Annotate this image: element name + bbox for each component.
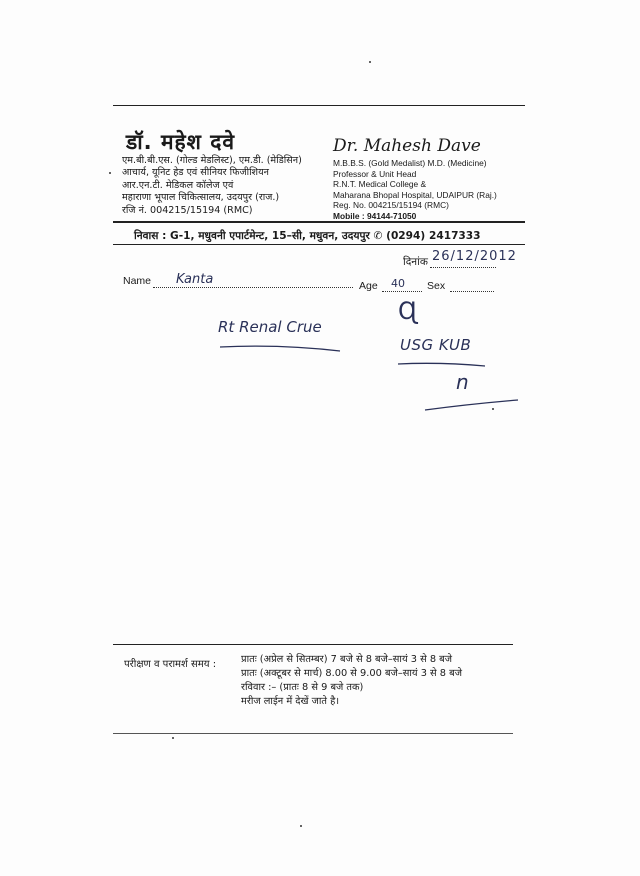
timing-label: परीक्षण व परामर्श समय :: [124, 659, 217, 670]
scan-speck: [172, 737, 174, 739]
timing-line: प्रातः (अप्रेल से सितम्बर) 7 बजे से 8 बजे–सायं 3 से 8 बजे: [241, 654, 453, 665]
mobile-number: Mobile : 94144-71050: [333, 210, 417, 221]
timing-line: रविवार :– (प्रातः 8 से 9 बजे तक): [241, 682, 364, 693]
qualification-line-hindi: महाराणा भूपाल चिकित्सालय, उदयपुर (राज.): [122, 192, 280, 204]
bottom-border-line: [113, 733, 513, 734]
qualification-line-english: Maharana Bhopal Hospital, UDAIPUR (Raj.): [333, 189, 497, 200]
scan-speck: [369, 61, 371, 63]
age-handwritten: 40: [391, 277, 405, 290]
name-label: Name: [123, 275, 152, 287]
qualification-line-hindi: एम.बी.बी.एस. (गोल्ड मेडलिस्ट), एम.डी. (मेडिसिन): [122, 155, 302, 166]
rx-symbol-handwritten: Ɋ: [398, 297, 417, 325]
timing-line: प्रातः (अक्टूबर से मार्च) 8.00 से 9.00 बजे–सायं 3 से 8 बजे: [241, 668, 462, 679]
residence-address: निवास : G-1, मधुवनी एपार्टमेन्ट, 15–सी, मधुवन, उदयपुर ✆ (0294) 2417333: [134, 230, 481, 242]
scan-speck: [109, 172, 111, 174]
doctor-name-hindi: डॉ. महेश दवे: [126, 130, 236, 154]
scan-speck: [492, 408, 494, 410]
mark-handwritten: n: [456, 370, 469, 394]
sex-label: Sex: [427, 280, 446, 292]
footer-divider: [113, 644, 513, 645]
timing-line: मरीज लाईन में देखें जाते है।: [241, 696, 340, 707]
doctor-name-english: Dr. Mahesh Dave: [333, 136, 481, 156]
name-handwritten: Kanta: [176, 272, 214, 287]
qualification-line-hindi: आर.एन.टी. मेडिकल कॉलेज एवं: [122, 179, 234, 191]
age-label: Age: [359, 280, 378, 292]
qualification-line-english: Reg. No. 004215/15194 (RMC): [333, 200, 449, 211]
investigation-handwritten: USG KUB: [400, 336, 472, 354]
qualification-line-english: Professor & Unit Head: [333, 168, 417, 179]
complaint-handwritten: Rt Renal Crue: [218, 318, 322, 336]
date-label: दिनांक: [403, 256, 428, 268]
qualification-line-english: M.B.B.S. (Gold Medalist) M.D. (Medicine): [333, 158, 487, 168]
qualification-line-hindi: रजि नं. 004215/15194 (RMC): [122, 204, 253, 216]
timing-details: [241, 653, 462, 709]
qualification-line-hindi: आचार्य, यूनिट हेड एवं सीनियर फिजीशियन: [122, 167, 269, 179]
qualification-line-english: R.N.T. Medical College &: [333, 179, 427, 190]
scan-speck: [300, 825, 302, 827]
date-handwritten: 26/12/2012: [432, 249, 517, 264]
